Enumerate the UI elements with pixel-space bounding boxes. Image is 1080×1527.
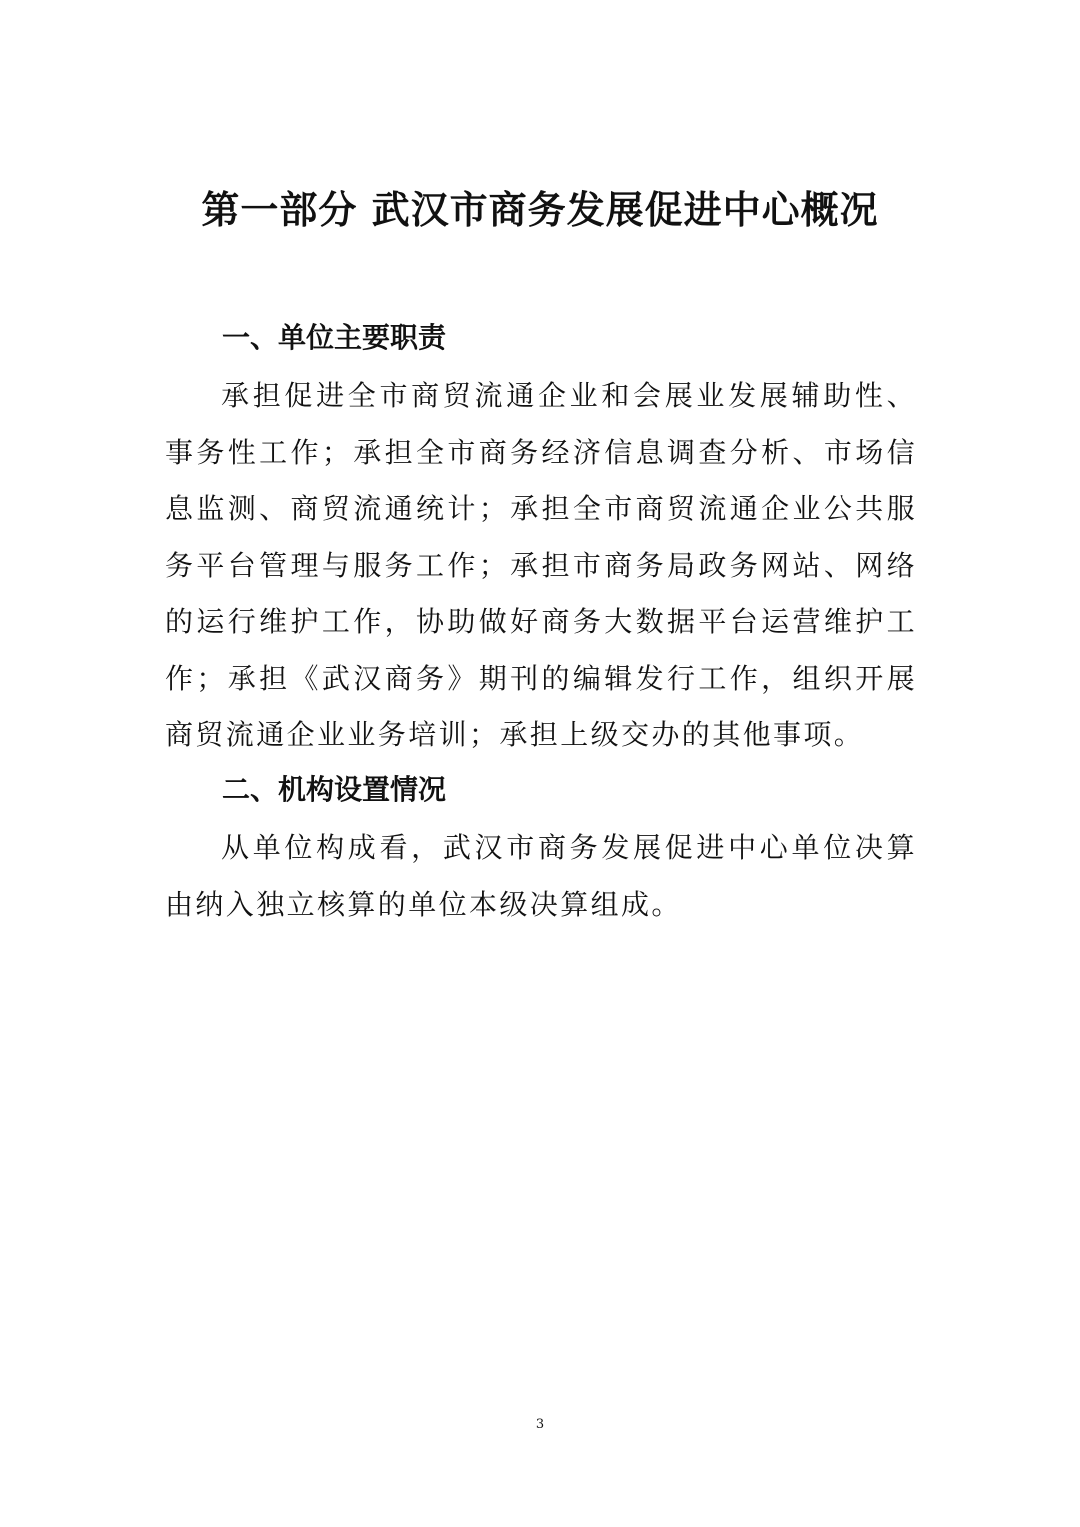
section-heading-organization: 二、机构设置情况 <box>222 773 447 806</box>
section-heading-duties: 一、单位主要职责 <box>222 321 447 354</box>
section-paragraph-organization: 从单位构成看，武汉市商务发展促进中心单位决算由纳入独立核算的单位本级决算组成。 <box>165 831 917 921</box>
section-paragraph-duties: 承担促进全市商贸流通企业和会展业发展辅助性、事务性工作；承担全市商务经济信息调查分析、市场信息监测、商贸流通统计；承担全市商贸流通企业公共服务平台管理与服务工作；承担市商务局政务网站、网络的运行维护工作，协助做好商务大数据平台运营维护工作；承担《武汉商务》期刊的编辑发行工作，组织开展商贸流通企业业务培训；承担上级交办的其他事项。 <box>165 379 917 751</box>
page-title: 第一部分 武汉市商务发展促进中心概况 <box>201 188 879 232</box>
page-number: 3 <box>535 1417 545 1432</box>
